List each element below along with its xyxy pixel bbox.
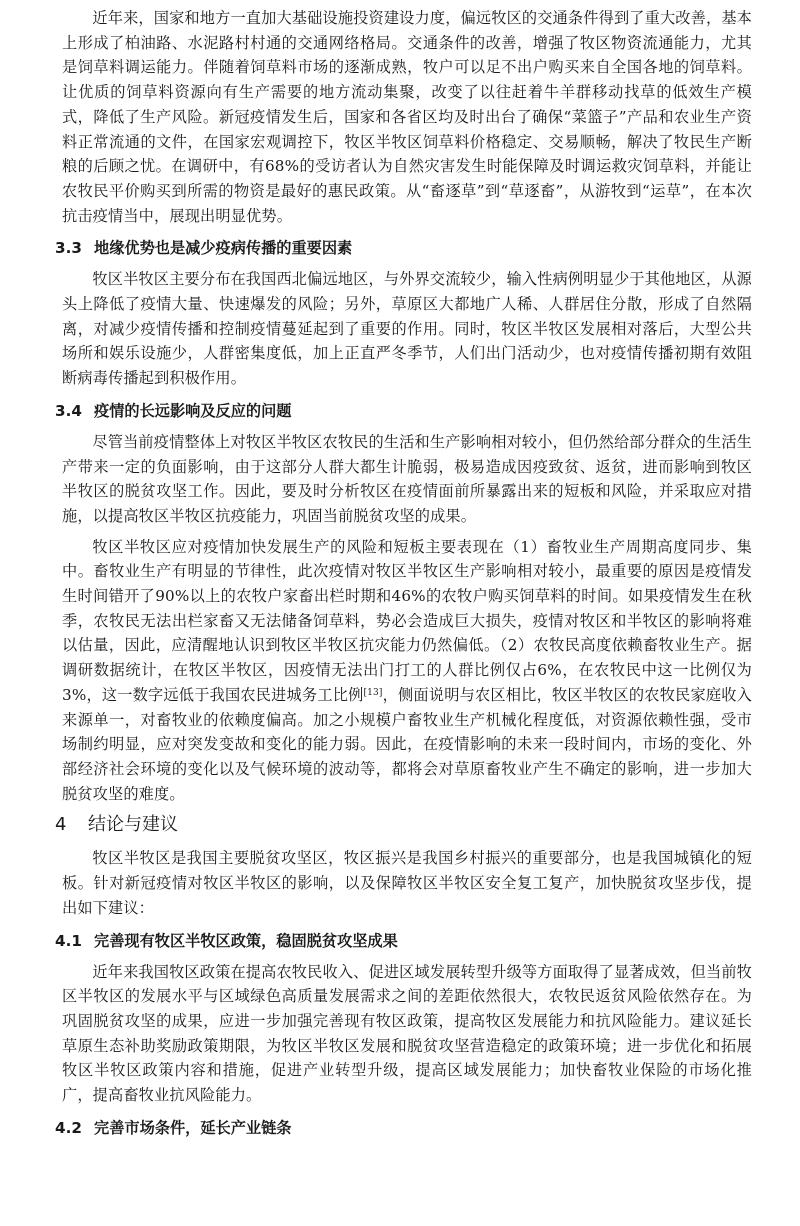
paragraph-transport: 近年来，国家和地方一直加大基础设施投资建设力度，偏远牧区的交通条件得到了重大改善，基本上形成了柏油路、水泥路村村通的交通网络格局。交通条件的改善，增强了牧区物资流通能力，尤其是饲草料调运能力。伴随着饲草料市场的逐渐成熟，牧户可以足不出户购买来自全国各地的饲草料。让优质的饲草料资源向有生产需要的地方流动集聚，改变了以往赶着牛羊群移动找草的低效生产模式，降低了生产风险。新冠疫情发生后，国家和各省区均及时出台了确保“菜篮子”产品和农业生产资料正常流通的文件，在国家宏观调控下，牧区半牧区饲草料价格稳定、交易顺畅，解决了牧民生产断粮的后顾之忧。在调研中，有68%的受访者认为自然灾害发生时能保障及时调运救灾饲草料，并能让农牧民平价购买到所需的物资是最好的惠民政策。从“畜逐草”到“草逐畜”，从游牧到“运草”，在本次抗击疫情当中，展现出明显优势。 <box>62 9 752 225</box>
section-number: 4.1 <box>55 931 82 950</box>
section-title: 完善现有牧区半牧区政策，稳固脱贫攻坚成果 <box>94 931 398 950</box>
document-page <box>55 6 753 1147</box>
paragraph-policy: 近年来我国牧区政策在提高农牧民收入、促进区域发展转型升级等方面取得了显著成效，但当前牧区半牧区的发展水平与区域绿色高质量发展需求之间的差距依然很大，农牧民返贫风险依然存在。为巩固脱贫攻坚的成果，应进一步加强完善现有牧区政策，提高牧区发展能力和抗风险能力。建议延长草原生态补助奖励政策期限，为牧区半牧区发展和脱贫攻坚营造稳定的政策环境；进一步优化和拓展牧区半牧区政策内容和措施，促进产业转型升级，提高区域发展能力；加快畜牧业保险的市场化推广，提高畜牧业抗风险能力。 <box>62 962 752 1105</box>
section-heading-3-3 <box>55 237 752 259</box>
section-number: 4 <box>55 814 67 836</box>
citation-ref[interactable]: [13] <box>363 687 383 698</box>
paragraph-geography: 牧区半牧区主要分布在我国西北偏远地区，与外界交流较少，输入性病例明显少于其他地区，从源头上降低了疫情大量、快速爆发的风险；另外，草原区大都地广人稀、人群居住分散，形成了自然隔离，对减少疫情传播和控制疫情蔓延起到了重要的作用。同时，牧区半牧区发展相对落后，大型公共场所和娱乐设施少，人群密集度低，加上正直严冬季节，人们出门活动少，也对疫情传播初期有效阻断病毒传播起到积极作用。 <box>62 270 752 388</box>
paragraph-conclusion-intro: 牧区半牧区是我国主要脱贫攻坚区，牧区振兴是我国乡村振兴的重要部分，也是我国城镇化的短板。针对新冠疫情对牧区半牧区的影响，以及保障牧区半牧区安全复工复产，加快脱贫攻坚步伐，提出如下建议： <box>62 849 752 917</box>
section-title: 地缘优势也是减少疫病传播的重要因素 <box>94 239 353 258</box>
paragraph-long-term-impact: 尽管当前疫情整体上对牧区半牧区农牧民的生活和生产影响相对较小，但仍然给部分群众的生活生产带来一定的负面影响，由于这部分人群大都生计脆弱，极易造成因疫致贫、返贫，进而影响到牧区半牧区的脱贫攻坚工作。因此，要及时分析牧区在疫情面前所暴露出来的短板和风险，并采取应对措施，以提高牧区半牧区抗疫能力，巩固当前脱贫攻坚的成果。 <box>62 432 752 525</box>
section-number: 4.2 <box>55 1118 82 1137</box>
section-number: 3.3 <box>55 239 82 258</box>
section-title: 结论与建议 <box>88 814 178 836</box>
paragraph-risks <box>62 535 752 807</box>
section-heading-4 <box>55 812 752 838</box>
paragraph-risks-part1: 牧区半牧区应对疫情加快发展生产的风险和短板主要表现在（1）畜牧业生产周期高度同步、集中。畜牧业生产有明显的节律性，此次疫情对牧区半牧区生产影响相对较小，最重要的原因是疫情发生时间错开了90%以上的农牧户家畜出栏时期和46%的农牧户购买饲草料的时间。如果疫情发生在秋季，农牧民无法出栏家畜又无法储备饲草料，势必会造成巨大损失，疫情对牧区和半牧区的影响将难以估量，因此，应清醒地认识到牧区半牧区抗灾能力仍然偏低。（2）农牧民高度依赖畜牧业生产。据调研数据统计，在牧区半牧区，因疫情无法出门打工的人群比例仅占6%，在农牧民中这一比例仅为3%，这一数字远低于我国农民进城务工比例 <box>62 537 752 704</box>
section-heading-4-2 <box>55 1117 752 1139</box>
section-heading-3-4 <box>55 400 752 422</box>
section-title: 完善市场条件，延长产业链条 <box>94 1118 292 1137</box>
section-title: 疫情的长远影响及反应的问题 <box>94 401 292 420</box>
section-heading-4-1 <box>55 930 752 952</box>
section-number: 3.4 <box>55 401 82 420</box>
paragraph-risks-part2: ，侧面说明与农区相比，牧区半牧区的农牧民家庭收入来源单一，对畜牧业的依赖度偏高。加之小规模户畜牧业生产机械化程度低，对资源依赖性强，受市场制约明显，应对突发变故和变化的能力弱。因此，在疫情影响的未来一段时间内，市场的变化、外部经济社会环境的变化以及气候环境的波动等，都将会对草原畜牧业产生不确定的影响，进一步加大脱贫攻坚的难度。 <box>62 685 753 803</box>
